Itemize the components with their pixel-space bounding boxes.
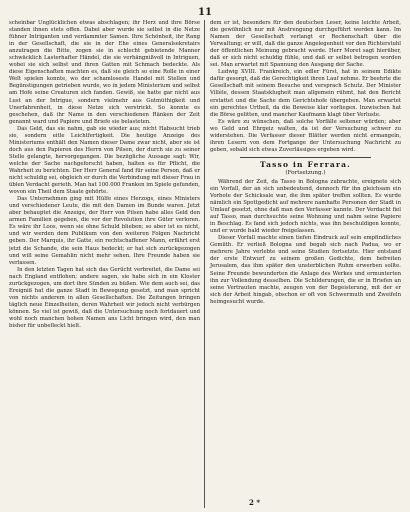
section-divider — [240, 157, 371, 158]
section-title: Tasso in Ferrara. — [260, 159, 351, 169]
left-paragraph: In den letzten Tagen hat sich das Gerücht verbreitet, die Dame sei nach England entflohen; andere sagen, sie habe sich in ein Kloster zurückgezogen, um dort ihre Sünden zu büßen. Wie dem auch sei, das Ereigniß hat die ganze Stadt in Bewegung gesetzt, und man spricht von nichts anderem in allen Gesellschaften. Die Zeitungen bringen täglich neue Einzelheiten, deren Wahrheit wir jedoch nicht verbürgen können. So viel ist gewiß, daß die Untersuchung noch fortdauert und wohl noch manchen hohen Namen ans Licht bringen wird, den man bisher für unbefleckt hielt. — [9, 266, 200, 330]
left-paragraph: scheinbar Unglücklichen etwas abschlagen; ihr Herz und ihre Börse standen ihnen stets offen. Dabei aber wurde sie selbst in die Netze fühner Intriganten und verdammter Samen. Ihre Schönheit, ihr Rang in der Gesellschaft, die sie in der Ehe eines Generalsekretairs anzutragen die Bitte, zogen sie in schlecht gebietende Manner schwäcklich Lasterhafter Händel, die sie verhängnißvoll in Intriguen, wobei sie sich selbst und ihren Gatten mit Schmach bedeckte. Als diese Eigenschaften machten es, daß sie gleich so eine Rolle in einer Welt spielen konnte, wo der schamloseste Handel mit Stellen und Begünstigungen getrieben wurde, wo in jedem Ministerium und selbst am Hofe seine Creaturen sich fanden. Gewiß, sie hatte gar nicht aus Lust an der Intrigue, sondern vielmehr aus Gutmüthigkeit und Unerfahrenheit, in diese Netze sich verstrickt. So konnte es geschehen, daß ihr Name in den verschiedenen Ränken der Zeit genannt ward und Papiere und Briefe sie belasteten. — [9, 20, 200, 125]
right-paragraph: Ludwig XVIII. Frankreich, ein edler Fürst, hat in seinem Edikte dafür gesorgt, daß die Gerechtigkeit ihren Lauf nehme. Er beehrte die Gesellschaft mit seinem Besuche und versprach Schutz. Der Minister Villèle, dessen Staatsklugheit man allgemein rühmt, hat den Bericht erstattet und die Sache dem Gerichtshofe übergeben. Man erwartet ein gerechtes Urtheil, da die Beweise klar vorliegen. Inzwischen hat die Börse gelitten, und mancher Kaufmann klagt über Verluste. — [210, 69, 401, 118]
right-paragraph: Es wäre zu wünschen, daß solche Vorfälle seltener würden; aber wo Geld und Ehrgeiz walten, da ist der Versuchung schwer zu widerstehen. Die Verfasser dieser Blätter werden nicht ermangeln, ihren Lesern von dem Fortgange der Untersuchung Nachricht zu geben, sobald sich etwas Zuverlässiges ergeben wird. — [210, 118, 401, 153]
section-subtitle: (Fortsetzung.) — [285, 169, 326, 176]
page-number: 11 — [198, 7, 212, 18]
signature-mark: 2 * — [249, 498, 260, 507]
right-paragraph: Dieser Vorfall machte einen tiefen Eindruck auf sein empfindliches Gemüth. Er verließ Bologna und begab sich nach Padua, wo er mehrere Jahre verlebte und seine Studien fortsetzte. Hier entstand der erste Entwurf zu seinem großen Gedichte, dem befreiten Jerusalem, das ihm später den unsterblichen Ruhm erwerben sollte. Seine Freunde bewunderten die Anlage des Werkes und ermunterten ihn zur Vollendung desselben. Die Schilderungen, die er in Briefen an seine Vertrauten machte, zeugen von der Begeisterung, mit der er sich der Arbeit hingab, obschon er oft von Schwermuth und Zweifeln heimgesucht wurde. — [210, 235, 401, 305]
right-paragraph: dem er ist, besonders für den deutschen Leser, keine leichte Arbeit, die gewöhnlich nur mit Anstrengung durchgeführt werden kann. Im Namen der Gesellschaft verlangt er Rechenschaft über die Verwaltung; er will, daß die ganze Angelegenheit vor den Richterstuhl der öffentlichen Meinung gebracht werde. Herr Moret sagt hierüber, daß er sich nicht schuldig fühle, und daß er selbst betrogen worden sei. Man erwartet mit Spannung den Ausgang der Sache. — [210, 20, 401, 69]
left-paragraph: Das Unternehmen ging mit Hülfe eines Herzogs, eines Ministers und verschiedener Leute, die mit den Damen im Bunde waren. Jetzt aber behauptet die Anzeige, der Herr von Pilsen habe alles Geld den armen Familien gegeben, die vor der Revolution ihre Güter verloren. Es wäre ihr Loos, wenn sie ohne Schuld blieben; so aber ist es nicht, und wir werden dem Publikum von den weiteren Folgen Nachricht geben. Der Marquis, ihr Gatte, ein rechtschaffener Mann, erfährt erst jetzt die Schande, die sein Haus bedeckt; er hat sich zurückgezogen und will seine Gemahlin nicht mehr sehen. Ihre Freunde haben sie verlassen. — [9, 196, 200, 266]
right-column — [204, 20, 401, 508]
left-column — [9, 20, 204, 508]
left-paragraph: Das Geld, das sie nahm, gab sie wieder aus; nicht Habsucht trieb sie, sondern eitle Leichtfertigkeit. Die heutige Anzeige des Ministeriums enthält den Namen dieser Dame zwar nicht, aber sie ist doch aus den Papieren des Herrn von Pilsen, der durch sie zu seiner Stelle gelangte, hervorgegangen. Die bezügliche Aussage sagt: Wir, welche der Sache nachgeforscht haben, halten es für Pflicht, die Wahrheit zu berichten. Der Herr General fand für seine Person, daß er nicht schuldig sei, obgleich er durch die Verbindung mit dieser Frau in üblen Verdacht gerieth. Man hat 100.000 Franken im Spiele gefunden, wovon ein Theil dem Staate gehörte. — [9, 125, 200, 196]
right-paragraph: Während der Zeit, da Tasso in Bologna zubrachte, ereignete sich ein Vorfall, der an sich unbedeutend, dennoch für ihn gleichsam ein Vorbote der Schicksale war, die ihm später treffen sollten. Es wurde nämlich ein Spottgedicht auf mehrere namhafte Personen der Stadt in Umlauf gesetzt, ohne daß man den Verfasser kannte. Der Verdacht fiel auf Tasso, man durchsuchte seine Wohnung und nahm seine Papiere in Beschlag. Es fand sich jedoch nichts, was ihn beschuldigen konnte, und er wurde bald wieder freigelassen. — [210, 178, 401, 235]
text-columns — [9, 20, 401, 508]
